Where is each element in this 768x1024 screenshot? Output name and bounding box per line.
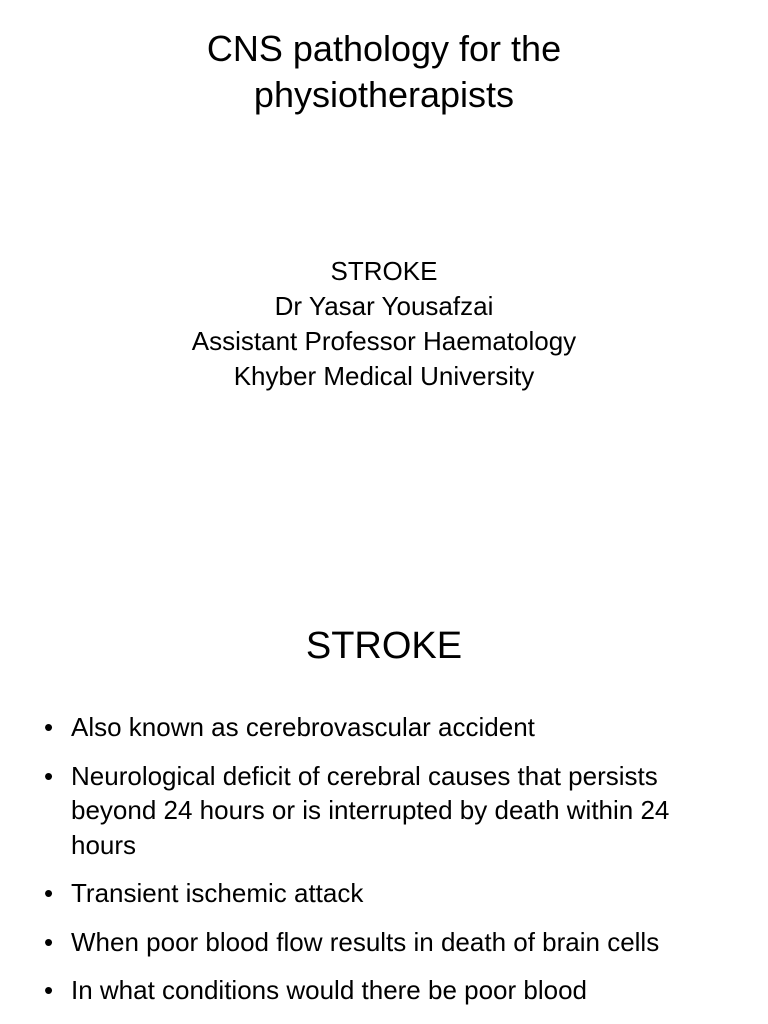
bullet-text: In what conditions would there be poor blood <box>71 975 588 1005</box>
bullet-text: When poor blood flow results in death of brain cells <box>71 926 660 957</box>
bullet-marker: • <box>44 878 54 908</box>
title-line-1: CNS pathology for the <box>206 28 562 69</box>
bullet-marker: • <box>44 712 54 742</box>
slide-subtitle <box>0 254 768 394</box>
bullet-text: Neurological deficit of cerebral causes that persists beyond 24 hours or is interrupted by death within 24 hours <box>71 760 670 860</box>
slide-stroke <box>0 576 768 1024</box>
bullet-item <box>44 876 724 911</box>
bullet-list <box>44 710 724 1022</box>
bullet-marker: • <box>44 926 54 957</box>
subtitle-institution: Khyber Medical University <box>233 361 535 391</box>
bullet-item <box>44 710 724 745</box>
subtitle-author: Dr Yasar Yousafzai <box>274 291 494 321</box>
bullet-marker: • <box>44 760 54 791</box>
slide-heading: STROKE <box>305 625 463 667</box>
slide-title-heading <box>0 26 768 118</box>
bullet-text: Transient ischemic attack <box>71 878 364 908</box>
bullet-item <box>44 759 724 863</box>
bullet-marker: • <box>44 975 54 1005</box>
subtitle-topic: STROKE <box>330 256 438 286</box>
bullet-item <box>44 925 724 960</box>
title-line-2: physiotherapists <box>253 74 515 115</box>
bullet-item <box>44 973 724 1008</box>
subtitle-position: Assistant Professor Haematology <box>191 326 577 356</box>
bullet-text: Also known as cerebrovascular accident <box>71 712 535 742</box>
